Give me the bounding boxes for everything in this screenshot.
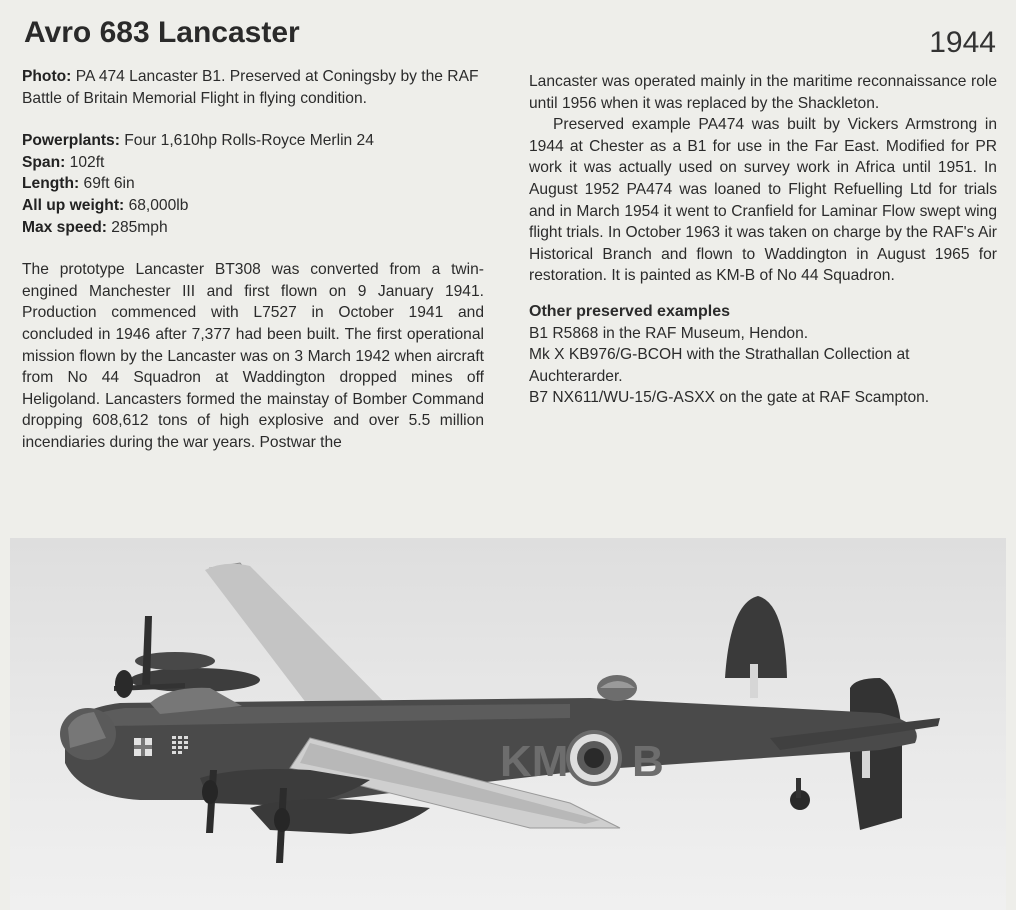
year-label: 1944: [929, 26, 996, 59]
other-example-item: B7 NX611/WU-15/G-ASXX on the gate at RAF Scampton.: [529, 389, 930, 407]
spec-label: Powerplants:: [22, 132, 120, 150]
other-example-item: Mk X KB976/G-BCOH with the Strathallan Collection at Auchterarder.: [529, 346, 910, 385]
spec-span: [22, 152, 484, 174]
continuation-paragraph: Lancaster was operated mainly in the maritime reconnaissance role until 1956 when it was replaced by the Shackleton.: [529, 73, 997, 112]
spec-label: All up weight:: [22, 196, 125, 214]
spec-powerplants: [22, 130, 484, 152]
photo-caption-label: Photo:: [22, 68, 72, 85]
spec-list: [22, 130, 484, 238]
spec-value: 69ft 6in: [83, 175, 135, 193]
history-paragraph: The prototype Lancaster BT308 was converted from a twin-engined Manchester III and first flown on 9 January 1941. Production commenced with L7527 in October 1941 and concluded in 1946 after 7,377 had been built. The first operational mission flown by the Lancaster was on 3 March 1942 when aircraft from No 44 Squadron at Waddington dropped mines off Heligoland. Lancasters formed the mainstay of Bomber Command dropping 608,612 tons of high explosive and over 5.5 million incendiaries during the war years. Postwar the: [22, 261, 484, 451]
spec-value: Four 1,610hp Rolls-Royce Merlin 24: [124, 132, 374, 150]
spec-length: [22, 173, 484, 195]
spec-speed: [22, 217, 484, 239]
page-title: Avro 683 Lancaster: [24, 16, 300, 49]
spec-label: Max speed:: [22, 218, 107, 236]
spec-value: 102ft: [69, 153, 105, 171]
photo-caption-text: PA 474 Lancaster B1. Preserved at Coningsby by the RAF Battle of Britain Memorial Flight in flying condition.: [22, 68, 479, 107]
left-column: [22, 66, 484, 454]
fuselage-code-letters: KM: [500, 737, 569, 786]
spec-value: 285mph: [111, 218, 168, 236]
other-example-item: B1 R5868 in the RAF Museum, Hendon.: [529, 324, 809, 342]
right-column: [529, 71, 997, 409]
spec-value: 68,000lb: [128, 196, 189, 214]
preserved-paragraph: Preserved example PA474 was built by Vickers Armstrong in 1944 at Chester as a B1 for use in the Far East. Modified for PR work it was actually used on survey work in Africa until 1951. In August 1952 PA474 was loaned to Flight Refuelling Ltd for trials and in March 1954 it went to Cranfield for Laminar Flow swept wing flight trials. In October 1963 it was taken on charge by the RAF's Air Historical Branch and flown to Waddington in August 1965 for restoration. It is painted as KM-B of No 44 Squadron.: [529, 116, 997, 285]
spec-label: Span:: [22, 153, 66, 171]
lancaster-illustration: [10, 538, 1006, 910]
fuselage-code-suffix: B: [632, 737, 664, 786]
spec-weight: [22, 195, 484, 217]
photo-caption: [22, 66, 484, 109]
spec-label: Length:: [22, 175, 80, 193]
other-examples-heading: Other preserved examples: [529, 302, 730, 320]
aircraft-photo: [10, 538, 1006, 910]
